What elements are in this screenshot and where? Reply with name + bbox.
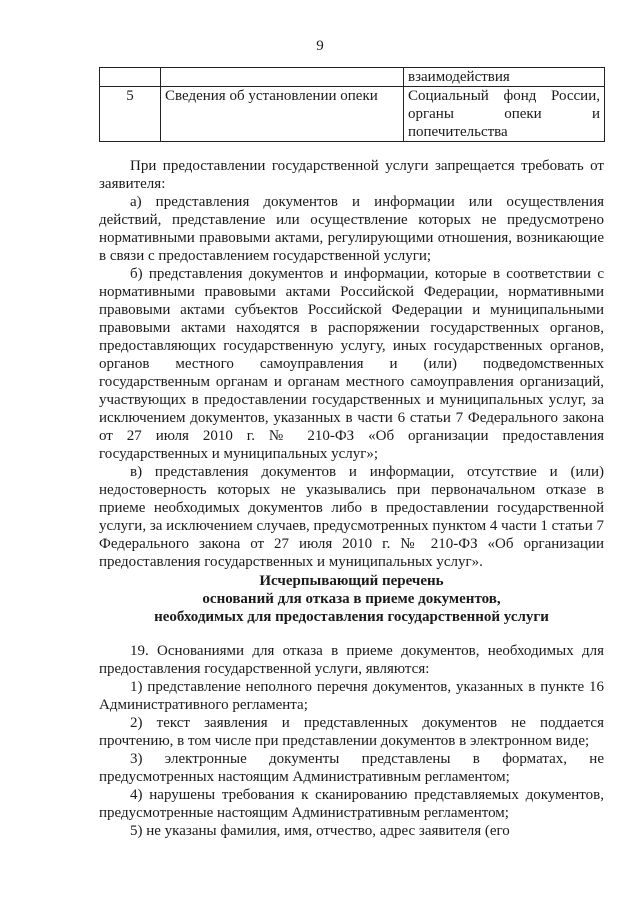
- table-cell: [100, 68, 161, 87]
- agency-word: России,: [551, 88, 600, 104]
- heading-line: необходимых для предоставления государственной услуги: [154, 609, 549, 625]
- table-cell: [161, 68, 404, 87]
- agency-word: и: [591, 106, 600, 122]
- document-name: Сведения об установлении опеки: [161, 87, 404, 142]
- reason-5: 5) не указаны фамилия, имя, отчество, адрес заявителя (его: [130, 823, 510, 839]
- agency-line: [408, 87, 600, 105]
- item-a-paragraph: а) представления документов и информации или осуществления действий, представление или осуществление которых не предусмотрено нормативными правовыми актами, регулирующими отношения, возникающие в связи с предоставлением государственной услуги;: [99, 194, 604, 264]
- paragraph-19: 19. Основаниями для отказа в приеме документов, необходимых для предоставления государственной услуги, являются:: [99, 643, 604, 677]
- row-number: 5: [100, 87, 161, 142]
- interaction-table: [99, 67, 605, 142]
- agency-word: опеки: [504, 106, 542, 122]
- heading-line: оснований для отказа в приеме документов,: [202, 591, 501, 607]
- table-cell: [404, 68, 605, 87]
- section-text: [99, 642, 604, 840]
- body-text: [99, 157, 604, 571]
- reason-2: 2) текст заявления и представленных документов не поддается прочтению, в том числе при представлении документов в электронном виде;: [99, 715, 604, 749]
- page-number: 9: [316, 38, 324, 54]
- agency-word: фонд: [503, 88, 537, 104]
- reason-3: 3) электронные документы представлены в форматах, не предусмотренных настоящим Административным регламентом;: [99, 751, 604, 785]
- agency-line: [408, 105, 600, 123]
- reason-4: 4) нарушены требования к сканированию представляемых документов, предусмотренные настоящим Административным регламентом;: [99, 787, 604, 821]
- agency-line: попечительства: [408, 124, 508, 140]
- section-heading: [99, 572, 604, 626]
- agency-cell: [404, 87, 605, 142]
- agency-word: Социальный: [408, 88, 489, 104]
- table-row: [100, 87, 605, 142]
- table-row: [100, 68, 605, 87]
- intro-paragraph: При предоставлении государственной услуги запрещается требовать от заявителя:: [99, 158, 604, 192]
- heading-line: Исчерпывающий перечень: [259, 573, 444, 589]
- continued-cell-text: взаимодействия: [408, 69, 510, 85]
- reason-1: 1) представление неполного перечня документов, указанных в пункте 16 Административного регламента;: [99, 679, 604, 713]
- item-v-paragraph: в) представления документов и информации, отсутствие и (или) недостоверность которых не указывались при первоначальном отказе в приеме необходимых документов либо в предоставлении государственной услуги, за исключением случаев, предусмотренных пунктом 4 части 1 статьи 7 Федерального закона от 27 июля 2010 г. № 210-ФЗ «Об организации предоставления государственных и муниципальных услуг».: [99, 464, 604, 570]
- item-b-paragraph: б) представления документов и информации, которые в соответствии с нормативными правовыми актами Российской Федерации, нормативными правовыми актами субъектов Российской Федерации и муниципальными правовыми актами находятся в распоряжении государственных органов, предоставляющих государственную услугу, иных государственных органов, органов местного самоуправления и (или) подведомственных государственным органам и органам местного самоуправления организаций, участвующих в предоставлении государственных и муниципальных услуг, за исключением документов, указанных в части 6 статьи 7 Федерального закона от 27 июля 2010 г. № 210-ФЗ «Об организации предоставления государственных и муниципальных услуг»;: [99, 266, 604, 462]
- agency-word: органы: [408, 106, 454, 122]
